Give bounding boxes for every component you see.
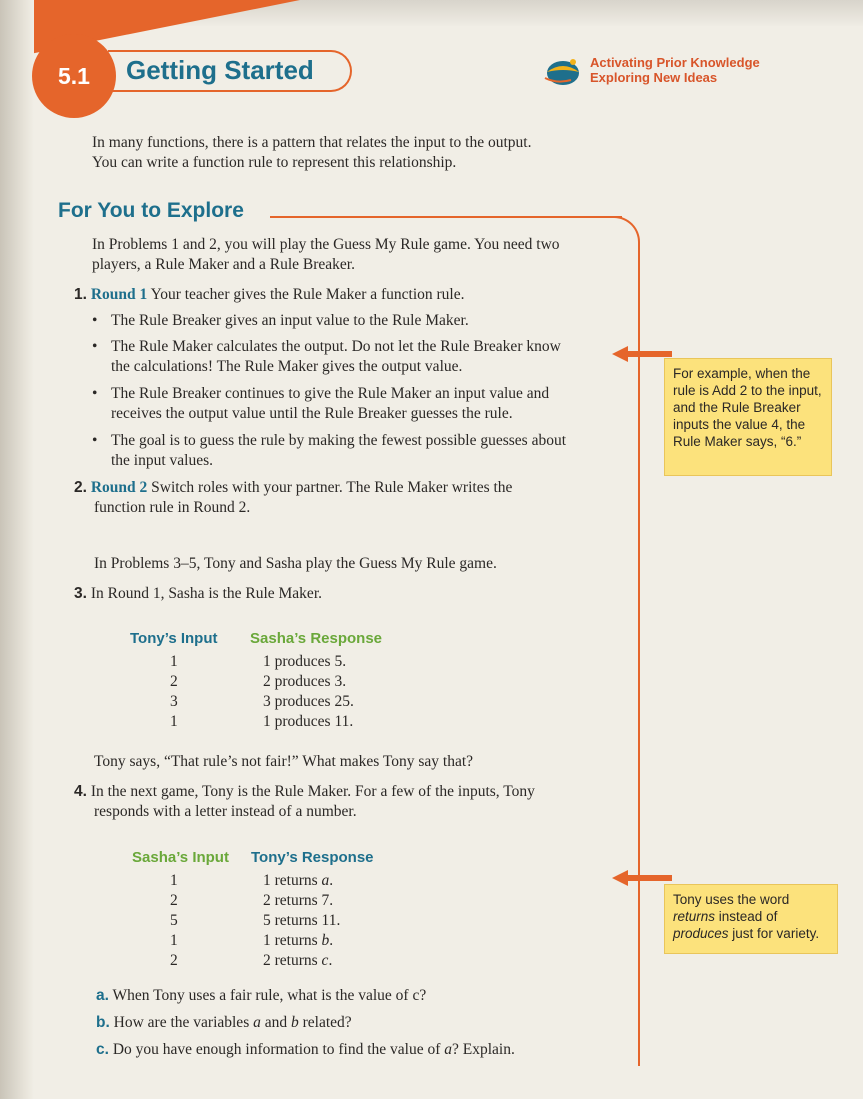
- table-2-response: 1 returns a.: [263, 872, 334, 889]
- part-c-text-end: ? Explain.: [452, 1041, 515, 1058]
- problem-1-text: Your teacher gives the Rule Maker a function rule.: [150, 286, 465, 303]
- table-2-response-var: b: [321, 932, 330, 949]
- part-a-text: When Tony uses a fair rule, what is the value of c?: [112, 987, 427, 1004]
- problem-1: [74, 285, 465, 305]
- table-2-response-text: 1 returns: [263, 872, 322, 889]
- problem-3-number: 3.: [74, 585, 87, 602]
- prior-knowledge-icon: [543, 54, 583, 88]
- bullet-1: The Rule Breaker gives an input value to the Rule Maker.: [111, 312, 469, 329]
- table-2-input: 2: [170, 952, 178, 969]
- problem-4-part-b: [96, 1013, 352, 1033]
- problem-1-round: Round 1: [90, 286, 148, 303]
- table-2-response-text: 2 returns: [263, 952, 322, 969]
- part-c-text: Do you have enough information to find the value of: [112, 1041, 445, 1058]
- table-1-input: 1: [170, 653, 178, 670]
- table-2-response-text: 2 returns 7.: [263, 892, 334, 909]
- table-1-response: 1 produces 5.: [263, 653, 347, 670]
- bullet-4b: the input values.: [111, 452, 214, 469]
- table-2-response: 2 returns c.: [263, 952, 333, 969]
- table-2-response-text: 1 returns: [263, 932, 322, 949]
- page-gutter: [0, 0, 34, 1099]
- note-2-arrow-icon: [612, 868, 672, 888]
- bullet-dot: •: [92, 385, 98, 402]
- table-1-col-input: Tony’s Input: [130, 630, 218, 647]
- note-2-italic-produces: produces: [673, 926, 729, 941]
- note-2-italic-returns: returns: [673, 909, 716, 924]
- problem-2: [74, 478, 512, 498]
- table-2-input: 2: [170, 892, 178, 909]
- problem-4-part-a: [96, 986, 426, 1006]
- explore-rule-corner: [606, 216, 640, 250]
- table-2-input: 1: [170, 872, 178, 889]
- table-2-col-response: Tony’s Response: [251, 849, 374, 866]
- table-2-response-var: a: [321, 872, 330, 889]
- note-1-arrow-icon: [612, 344, 672, 364]
- part-b-text-mid: and: [260, 1014, 291, 1031]
- table-2-response-var: c: [321, 952, 329, 969]
- bullet-2a: The Rule Maker calculates the output. Do not let the Rule Breaker know: [111, 338, 561, 355]
- margin-note-1: For example, when the rule is Add 2 to the input, and the Rule Breaker inputs the value 4, the Rule Maker says, “6.”: [664, 358, 832, 476]
- table-1-response: 2 produces 3.: [263, 673, 347, 690]
- problem-2-number: 2.: [74, 479, 87, 496]
- bullet-dot: •: [92, 338, 98, 355]
- bullet-4a: The goal is to guess the rule by making the fewest possible guesses about: [111, 432, 567, 449]
- problem-3-question: Tony says, “That rule’s not fair!” What makes Tony say that?: [94, 753, 474, 770]
- table-2-input: 1: [170, 932, 178, 949]
- problems-3-5-lead: In Problems 3–5, Tony and Sasha play the Guess My Rule game.: [94, 555, 497, 572]
- intro-line-2: You can write a function rule to represent this relationship.: [92, 154, 457, 171]
- part-b-var-b: b: [291, 1014, 299, 1031]
- note-2-text-mid: instead of: [715, 909, 778, 924]
- explore-heading: For You to Explore: [58, 199, 244, 222]
- intro-line-1: In many functions, there is a pattern that relates the input to the output.: [92, 134, 532, 151]
- explore-lead-2: players, a Rule Maker and a Rule Breaker.: [92, 256, 355, 273]
- note-2-text-end: just for variety.: [728, 926, 820, 941]
- problem-4-part-c: [96, 1040, 515, 1060]
- explore-rule: [270, 216, 622, 218]
- section-number: 5.1: [58, 62, 90, 89]
- part-b-text: How are the variables: [113, 1014, 254, 1031]
- table-1-input: 3: [170, 693, 178, 710]
- table-1-response: 3 produces 25.: [263, 693, 354, 710]
- bullet-dot: •: [92, 312, 98, 329]
- part-b-label: b.: [96, 1014, 110, 1031]
- bullet-dot: •: [92, 432, 98, 449]
- table-2-response: [263, 911, 340, 931]
- table-1-response: 1 produces 11.: [263, 713, 354, 730]
- problem-1-number: 1.: [74, 286, 87, 303]
- table-1-input: 2: [170, 673, 178, 690]
- part-c-var: a: [444, 1041, 453, 1058]
- bullet-3a: The Rule Breaker continues to give the Rule Maker an input value and: [111, 385, 550, 402]
- table-2-response-text: 5 returns 11.: [263, 912, 341, 929]
- problem-3: [74, 584, 322, 604]
- explore-vertical-rule: [638, 246, 640, 1066]
- margin-note-2: [664, 884, 838, 954]
- table-1-input: 1: [170, 713, 178, 730]
- problem-2-text: Switch roles with your partner. The Rule Maker writes the: [151, 479, 513, 496]
- badge-line-2: Exploring New Ideas: [590, 70, 718, 85]
- part-a-label: a.: [96, 987, 109, 1004]
- bullet-2b: the calculations! The Rule Maker gives the output value.: [111, 358, 463, 375]
- part-c-label: c.: [96, 1041, 109, 1058]
- part-b-text-end: related?: [298, 1014, 352, 1031]
- table-1-col-response: Sasha’s Response: [250, 630, 383, 647]
- problem-4-text-1: In the next game, Tony is the Rule Maker. For a few of the inputs, Tony: [90, 783, 535, 800]
- section-number-badge: [32, 34, 116, 118]
- badge-line-1: Activating Prior Knowledge: [590, 55, 760, 70]
- table-2-response: 1 returns b.: [263, 932, 334, 949]
- explore-lead-1: In Problems 1 and 2, you will play the Guess My Rule game. You need two: [92, 236, 560, 253]
- bullet-3b: receives the output value until the Rule Breaker guesses the rule.: [111, 405, 513, 422]
- problem-4-text-2: responds with a letter instead of a number.: [94, 803, 357, 820]
- table-2-input: 5: [170, 912, 178, 929]
- badge-text: [590, 55, 760, 85]
- problem-4: [74, 782, 535, 802]
- problem-2-round: Round 2: [90, 479, 148, 496]
- problem-2-text-2: function rule in Round 2.: [94, 499, 251, 516]
- problem-4-number: 4.: [74, 783, 87, 800]
- table-2-response: [263, 891, 333, 911]
- section-title: Getting Started: [126, 55, 314, 85]
- note-2-text: Tony uses the word: [673, 892, 790, 907]
- table-2-col-input: Sasha’s Input: [132, 849, 229, 866]
- part-b-var-a: a: [253, 1014, 261, 1031]
- problem-3-text: In Round 1, Sasha is the Rule Maker.: [90, 585, 322, 602]
